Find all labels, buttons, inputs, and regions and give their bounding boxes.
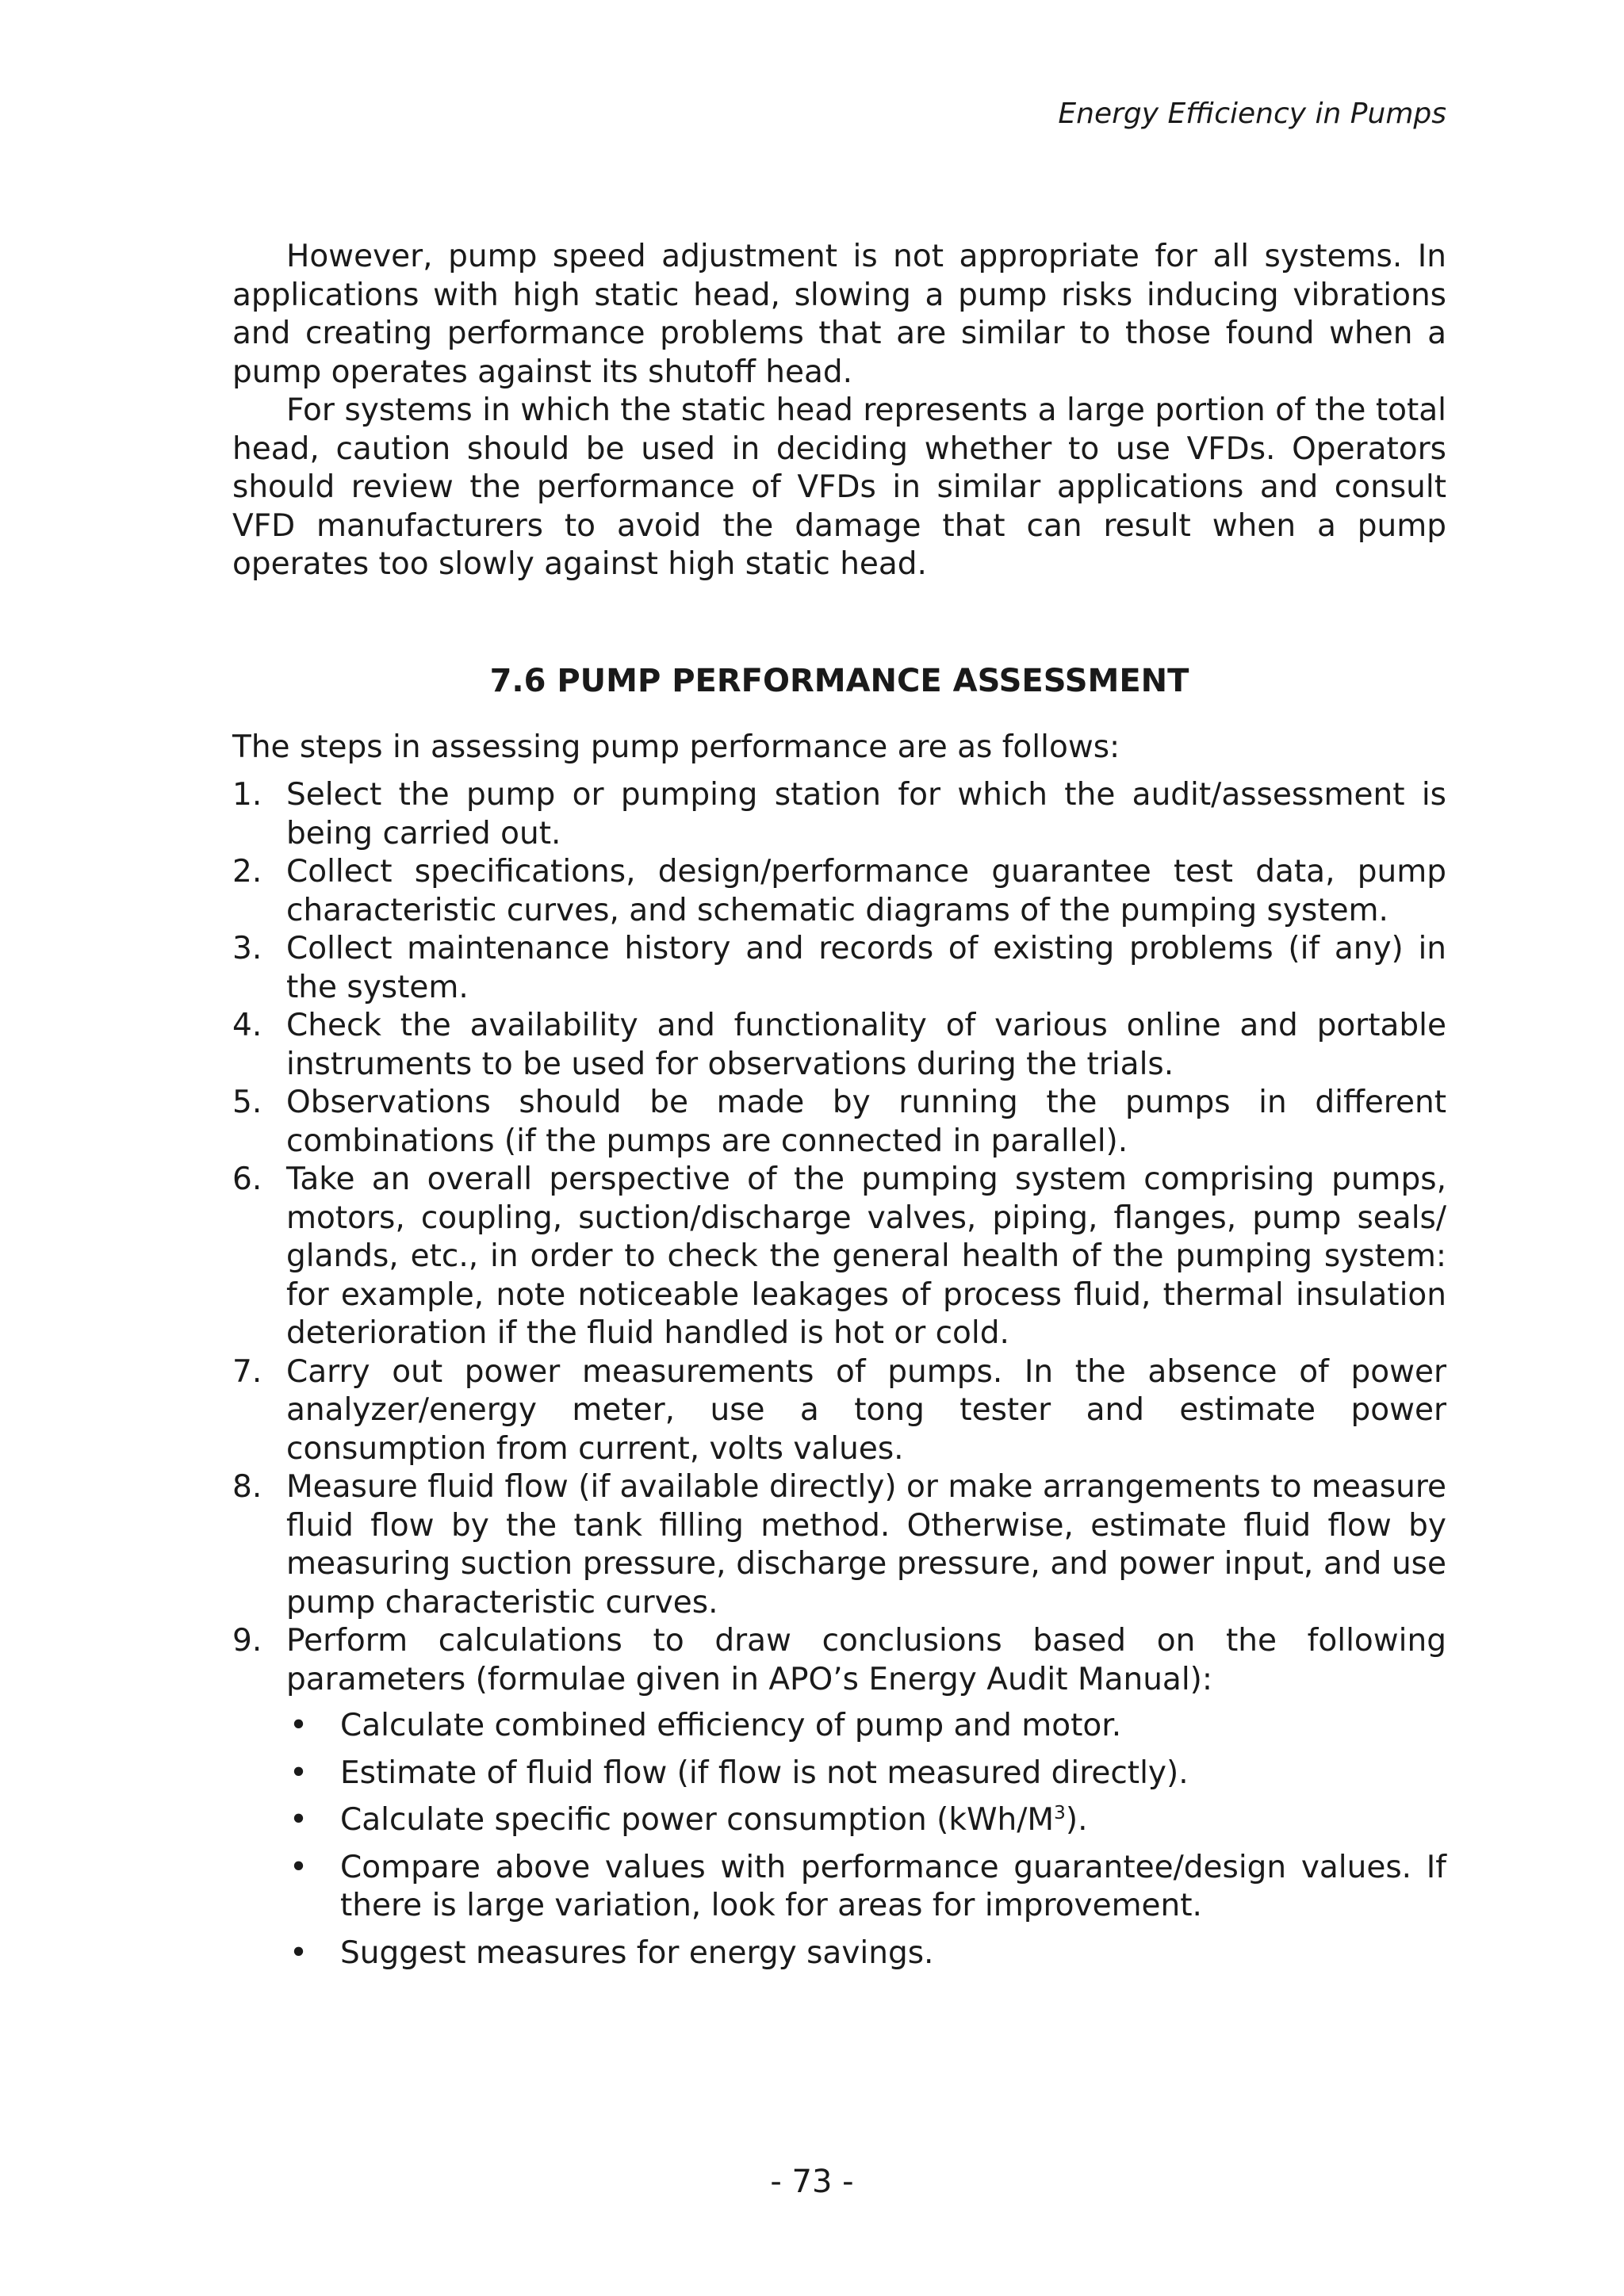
- bullet-item: [286, 1755, 1446, 1793]
- page-content: [232, 238, 1446, 1981]
- bullet-text: Estimate of fluid flow (if flow is not measured directly).: [340, 1755, 1189, 1791]
- paragraph: However, pump speed adjustment is not appropriate for all systems. In applications with high static head, slowing a pump risks inducing vibrations and creating performance problems that are similar to those found when a pump operates against its shutoff head.: [232, 239, 1446, 390]
- bullet-text: Compare above values with performance guarantee/design values. If there is large variation, look for areas for improvement.: [340, 1849, 1446, 1923]
- bullet-item: [286, 1707, 1446, 1746]
- item-number: 8.: [232, 1469, 262, 1505]
- item-number: 1.: [232, 777, 262, 813]
- list-item: [232, 776, 1446, 853]
- steps-list: [232, 776, 1446, 1973]
- bullet-glyph: •: [289, 1934, 308, 1971]
- section-title: 7.6 PUMP PERFORMANCE ASSESSMENT: [489, 662, 1189, 699]
- bullet-glyph: •: [289, 1708, 308, 1743]
- bullet-text: Suggest measures for energy savings.: [340, 1934, 934, 1971]
- list-item: [232, 853, 1446, 930]
- list-item: [232, 930, 1446, 1007]
- parameters-list: [286, 1707, 1446, 1973]
- bullet-item: [286, 1801, 1446, 1840]
- page-number: - 73 -: [770, 2164, 854, 2200]
- bullet-item: [286, 1849, 1446, 1926]
- item-number: 5.: [232, 1085, 262, 1120]
- bullet-glyph: •: [289, 1849, 308, 1885]
- item-text: Collect maintenance history and records of existing problems (if any) in the system.: [286, 931, 1446, 1005]
- item-text: Collect specifications, design/performance guarantee test data, pump characteristic curves, and schematic diagrams of the pumping system.: [286, 854, 1446, 928]
- list-item: [232, 1161, 1446, 1353]
- unit-superscript: 3: [1054, 1801, 1066, 1823]
- list-item: [232, 1353, 1446, 1469]
- list-item: [232, 1084, 1446, 1161]
- list-item: [232, 1622, 1446, 1973]
- item-number: 3.: [232, 931, 262, 966]
- bullet-text: Calculate combined efficiency of pump and motor.: [340, 1708, 1122, 1743]
- item-number: 2.: [232, 854, 262, 890]
- bullet-glyph: •: [289, 1755, 308, 1791]
- item-number: 9.: [232, 1623, 262, 1659]
- item-number: 7.: [232, 1353, 262, 1390]
- item-number: 6.: [232, 1161, 262, 1197]
- bullet-glyph: •: [289, 1802, 308, 1838]
- item-number: 4.: [232, 1008, 262, 1043]
- item-text: Perform calculations to draw conclusions based on the following parameters (formulae given in APO’s Energy Audit Manual):: [286, 1623, 1446, 1697]
- bullet-text: Calculate specific power consumption (kWh/M: [340, 1802, 1055, 1838]
- bullet-item: [286, 1934, 1446, 1973]
- item-text: Carry out power measurements of pumps. In the absence of power analyzer/energy meter, use a tong tester and estimate power consumption from current, volts values.: [286, 1353, 1446, 1467]
- item-text: Observations should be made by running the pumps in different combinations (if the pumps are connected in parallel).: [286, 1085, 1446, 1159]
- section-intro: The steps in assessing pump performance are as follows:: [232, 729, 1120, 765]
- list-item: [232, 1468, 1446, 1622]
- item-text: Take an overall perspective of the pumping system comprising pumps, motors, coupling, suction/discharge valves, piping, flanges, pump seals/ glands, etc., in order to check the general health of the pumping system: for example, note noticeable leakages of process fluid, thermal insulation deterioration if the fluid handled is hot or cold.: [286, 1161, 1446, 1351]
- item-text: Select the pump or pumping station for which the audit/assessment is being carried out.: [286, 777, 1446, 851]
- item-text: Check the availability and functionality of various online and portable instruments to be used for observations during the trials.: [286, 1008, 1446, 1082]
- list-item: [232, 1007, 1446, 1084]
- running-header: Energy Efficiency in Pumps: [1058, 98, 1446, 130]
- paragraph: For systems in which the static head represents a large portion of the total head, caution should be used in deciding whether to use VFDs. Operators should review the performance of VFDs in similar applications and consult VFD manufacturers to avoid the damage that can result when a pump operates too slowly against high static head.: [232, 392, 1446, 582]
- unit-close: ).: [1065, 1802, 1088, 1838]
- item-text: Measure fluid flow (if available directly) or make arrangements to measure fluid flow by the tank filling method. Otherwise, estimate fluid flow by measuring suction pressure, discharge pressure, and power input, and use pump characteristic curves.: [286, 1469, 1446, 1621]
